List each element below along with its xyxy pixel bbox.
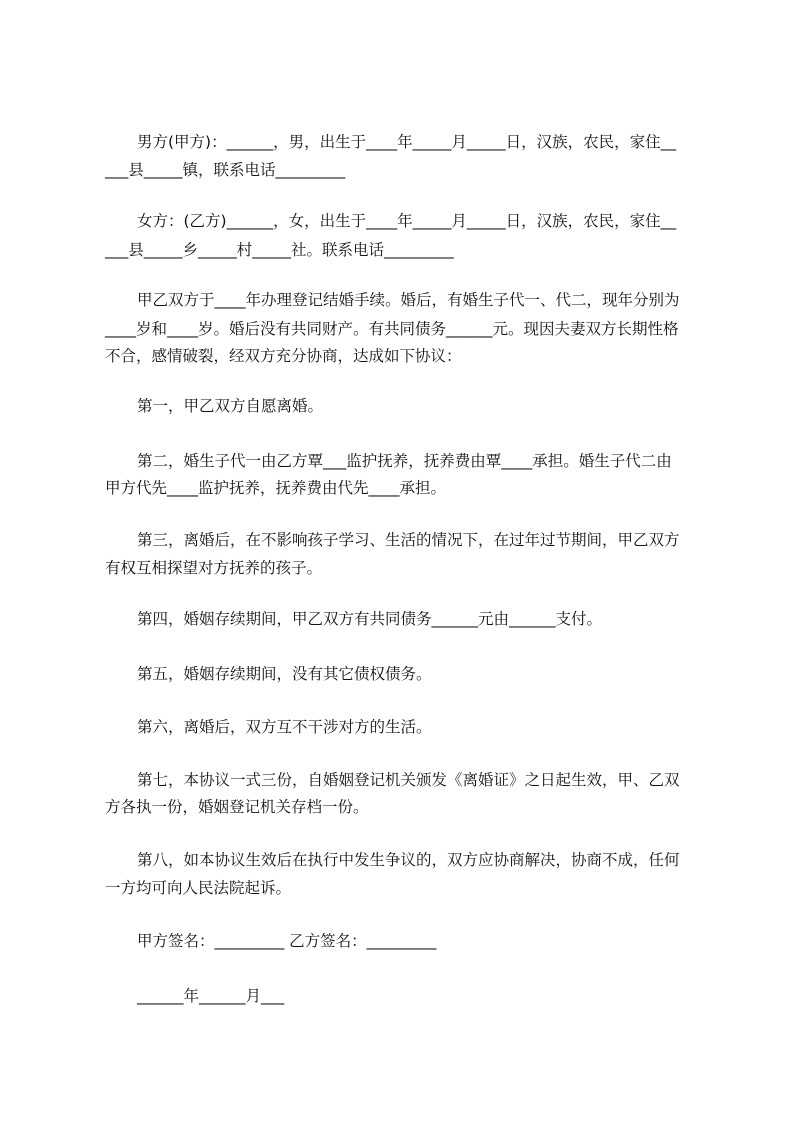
woman-party-info-line-1: 女方：(乙方)______，女，出生于____年_____月_____日，汉族，农民，家住__ xyxy=(137,212,677,230)
clause-4: 第四，婚姻存续期间，甲乙双方有共同债务______元由______支付。 xyxy=(137,610,603,628)
clause-7-line-1: 第七，本协议一式三份，自婚姻登记机关颁发《离婚证》之日起生效，甲、乙双 xyxy=(137,771,680,789)
clause-8-line-1: 第八，如本协议生效后在执行中发生争议的，双方应协商解决，协商不成，任何 xyxy=(137,851,680,869)
clause-7-line-2: 方各执一份，婚姻登记机关存档一份。 xyxy=(105,798,369,816)
background-paragraph-line-2: ____岁和____岁。婚后没有共同财产。有共同债务______元。现因夫妻双方长期性格 xyxy=(105,320,679,338)
clause-3-line-2: 有权互相探望对方抚养的孩子。 xyxy=(105,559,323,577)
background-paragraph-line-1: 甲乙双方于____年办理登记结婚手续。婚后，有婚生子代一、代二，现年分别为 xyxy=(137,291,680,309)
clause-1: 第一，甲乙双方自愿离婚。 xyxy=(137,397,324,415)
clause-2-line-2: 甲方代先____监护抚养，抚养费由代先____承担。 xyxy=(105,479,447,497)
man-party-info-line-2: ___县_____镇，联系电话_________ xyxy=(105,161,346,179)
woman-party-info-line-2: ___县_____乡_____村_____社。联系电话_________ xyxy=(105,241,454,259)
background-paragraph-line-3: 不合，感情破裂，经双方充分协商，达成如下协议： xyxy=(105,347,462,365)
date-line: ______年______月___ xyxy=(137,987,285,1005)
clause-8-line-2: 一方均可向人民法院起诉。 xyxy=(105,879,292,897)
man-party-info-line-1: 男方(甲方)：______，男，出生于____年_____月_____日，汉族，农民，家住__ xyxy=(137,133,677,151)
clause-6: 第六，离婚后，双方互不干涉对方的生活。 xyxy=(137,718,432,736)
signature-line: 甲方签名：_________ 乙方签名：_________ xyxy=(137,932,437,950)
clause-3-line-1: 第三，离婚后，在不影响孩子学习、生活的情况下，在过年过节期间，甲乙双方 xyxy=(137,531,680,549)
clause-2-line-1: 第二，婚生子代一由乙方覃___监护抚养，抚养费由覃____承担。婚生子代二由 xyxy=(137,452,672,470)
clause-5: 第五，婚姻存续期间，没有其它债权债务。 xyxy=(137,665,432,683)
